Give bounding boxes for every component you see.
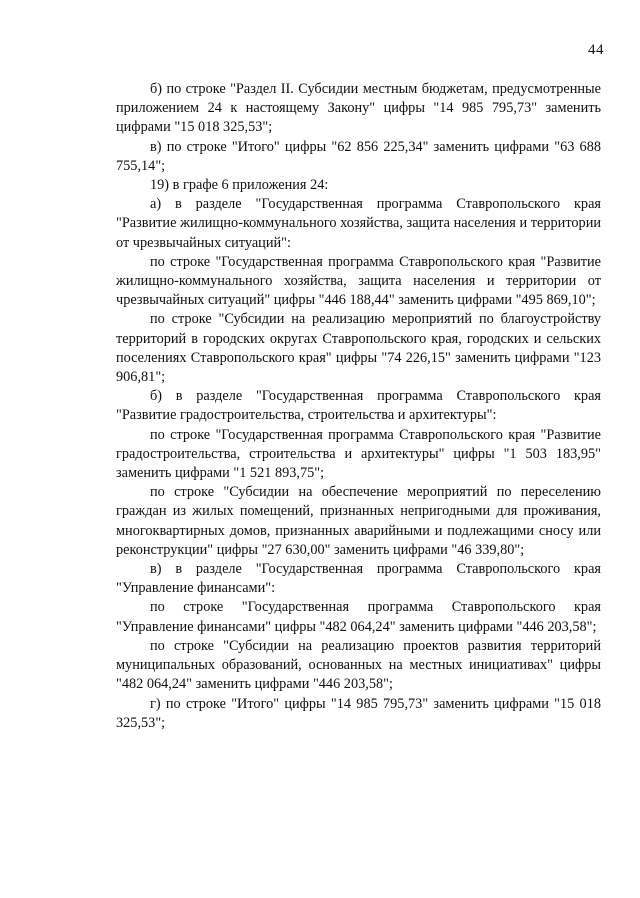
paragraph-g-itogo: г) по строке "Итого" цифры "14 985 795,73" заменить цифрами "15 018 325,53"; (116, 695, 601, 731)
paragraph-finance-program-row: по строке "Государственная программа Ставропольского края "Управление финансами" цифры "482 064,24" заменить цифрами "446 203,58"; (116, 599, 601, 635)
paragraph-v-finance-program: в) в разделе "Государственная программа Ставропольского края "Управление финансами": (116, 561, 601, 597)
paragraph-19-appendix-24: 19) в графе 6 приложения 24: (150, 177, 329, 194)
paragraph-b-section-ii: б) по строке "Раздел II. Субсидии местным бюджетам, предусмотренные приложением 24 к настоящему Закону" цифры "14 985 795,73" заменить цифрами "15 018 325,53"; (116, 81, 601, 136)
paragraph-improvement-subsidies-row: по строке "Субсидии на реализацию мероприятий по благоустройству территорий в городских округах Ставропольского края, городских и сельских поселениях Ставропольского края" цифры "74 226,15" заменить цифрами "123 906,81"; (116, 311, 601, 386)
paragraph-a-housing-program: а) в разделе "Государственная программа Ставропольского края "Развитие жилищно-коммунального хозяйства, защита населения и территории от чрезвычайных ситуаций": (116, 196, 601, 251)
paragraph-housing-program-row: по строке "Государственная программа Ставропольского края "Развитие жилищно-коммунального хозяйства, защита населения и территории от чрезвычайных ситуаций" цифры "446 188,44" заменить цифрами "495 869,10"; (116, 253, 601, 309)
paragraph-resettlement-subsidies-row: по строке "Субсидии на обеспечение мероприятий по переселению граждан из жилых помещений, признанных непригодными для проживания, многоквартирных домов, признанных аварийными и подлежащими сносу или реконструкции" цифры "27 630,00" заменить цифрами "46 339,80"; (116, 484, 601, 558)
paragraph-b-urban-planning-program: б) в разделе "Государственная программа Ставропольского края "Развитие градостроительства, строительства и архитектуры": (116, 388, 601, 424)
page-number: 44 (588, 42, 604, 58)
document-body (116, 80, 601, 733)
paragraph-local-initiatives-row: по строке "Субсидии на реализацию проектов развития территорий муниципальных образований, основанных на местных инициативах" цифры "482 064,24" заменить цифрами "446 203,58"; (116, 637, 601, 693)
paragraph-urban-planning-row: по строке "Государственная программа Ставропольского края "Развитие градостроительства, строительства и архитектуры" цифры "1 503 183,95" заменить цифрами "1 521 893,75"; (116, 426, 601, 482)
paragraph-v-itogo: в) по строке "Итого" цифры "62 856 225,34" заменить цифрами "63 688 755,14"; (116, 138, 601, 174)
